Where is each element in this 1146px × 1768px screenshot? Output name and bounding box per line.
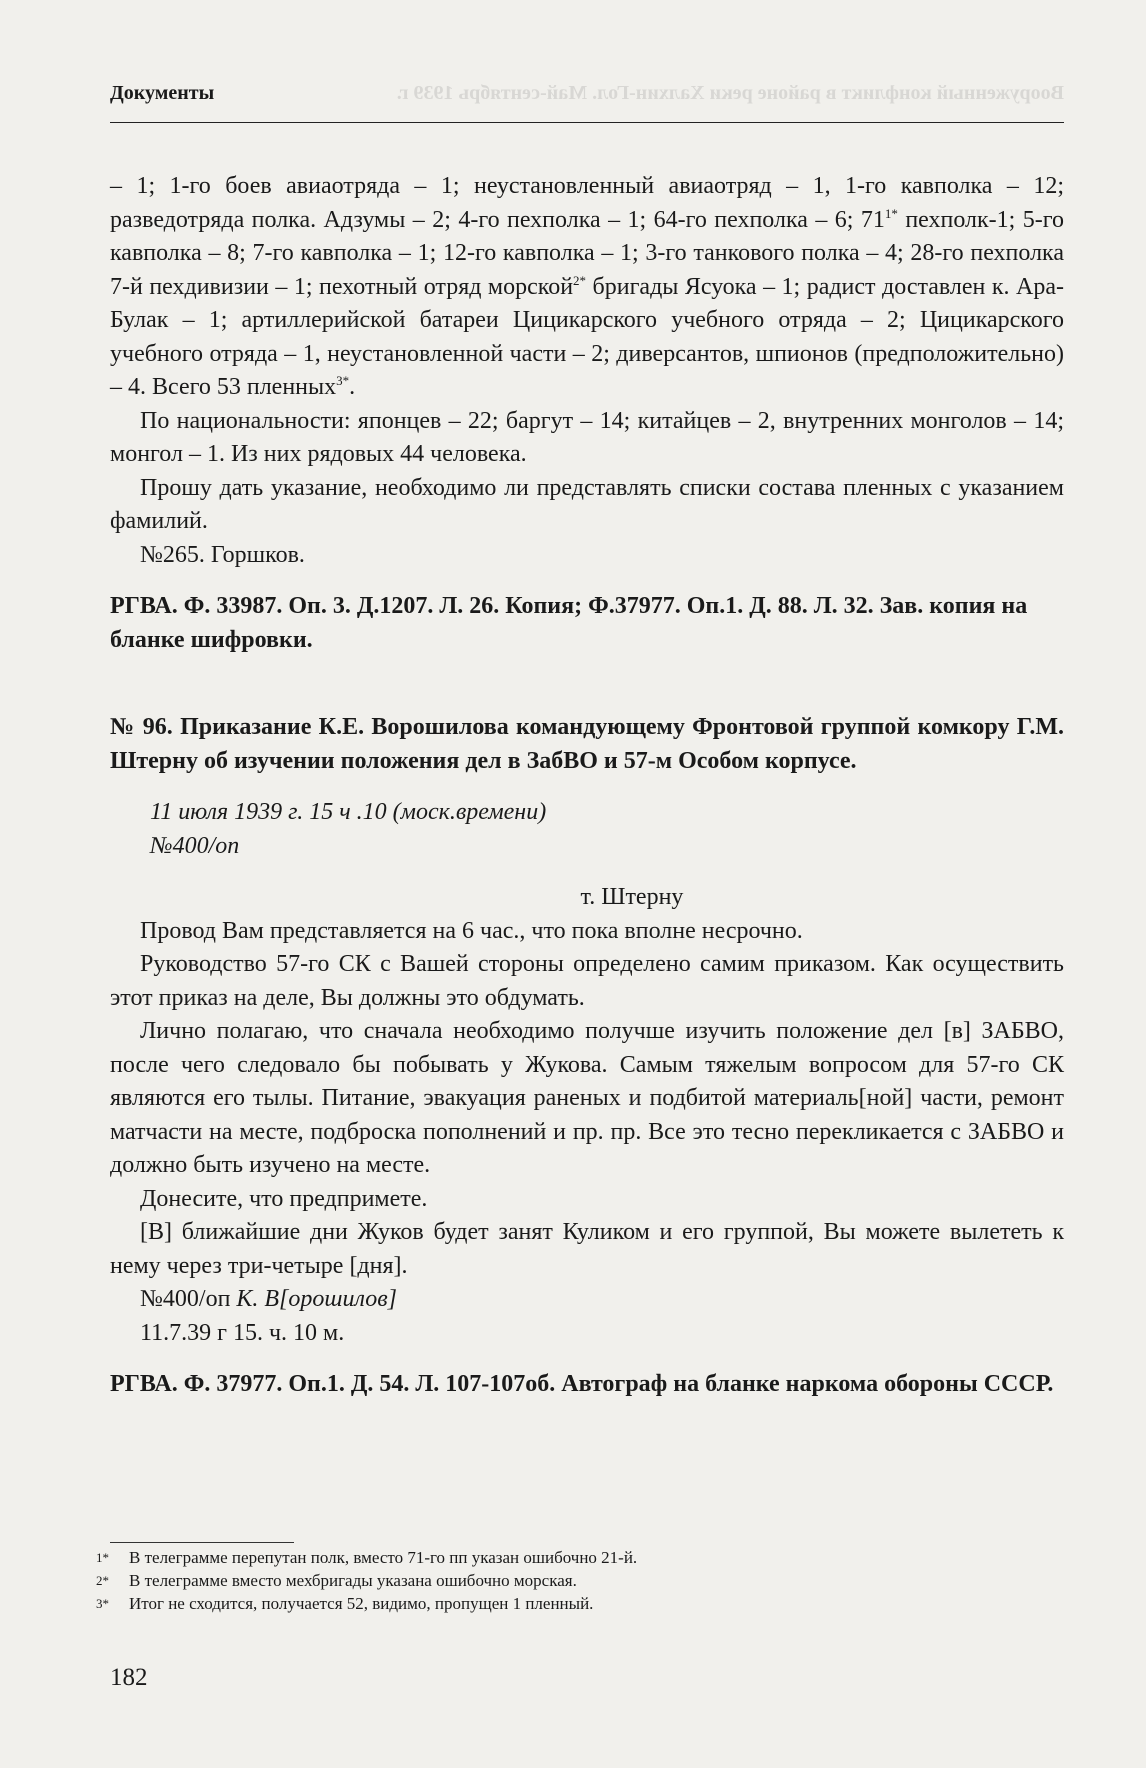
document-number: №400/оп xyxy=(150,832,240,859)
paragraph-zhukov: [В] ближайшие дни Жуков будет занят Куликом и его группой, Вы можете вылететь к нему через три-четыре [дня]. xyxy=(110,1219,1064,1279)
paragraph-opinion: Лично полагаю, что сначала необходимо получше изучить положение дел [в] ЗАБВО, после чего следовало бы побывать у Жукова. Самым тяжелым вопросом для 57-го СК являются его тылы. Питание, эвакуация раненых и подбитой материаль[ной] части, ремонт матчасти на месте, подброска пополнений и пр. пр. Все это тесно перекликается с ЗАБВО и должно быть изучено на месте. xyxy=(110,1018,1064,1178)
signature-time: 11.7.39 г 15. ч. 10 м. xyxy=(140,1319,345,1346)
archive-source-1: РГВА. Ф. 33987. Оп. 3. Д.1207. Л. 26. Копия; Ф.37977. Оп.1. Д. 88. Л. 32. Зав. копия на бланке шифровки. xyxy=(110,593,1028,653)
paragraph-leadership: Руководство 57-го СК с Вашей стороны определено самим приказом. Как осуществить этот приказ на деле, Вы должны это обдумать. xyxy=(110,951,1064,1011)
signature-line: №400/оп К. В[орошилов] xyxy=(140,1286,397,1312)
document-date: 11 июля 1939 г. 15 ч .10 (моск.времени) xyxy=(150,799,547,825)
addressee: т. Штерну xyxy=(580,884,684,910)
paragraph-wire: Провод Вам представляется на 6 час., что пока вполне несрочно. xyxy=(140,917,803,944)
archive-source-2: РГВА. Ф. 37977. Оп.1. Д. 54. Л. 107-107об. Автограф на бланке наркома обороны СССР. xyxy=(110,1371,1054,1397)
document-heading-96: № 96. Приказание К.Е. Ворошилова командующему Фронтовой группой комкору Г.М. Штерну об изучении положения дел в ЗабВО и 57-м Особом корпусе. xyxy=(110,714,1064,774)
footnote-2: 2* В телеграмме вместо мехбригады указана ошибочно морская. xyxy=(96,1571,577,1590)
footnote-ref-2[interactable]: 2* xyxy=(573,272,587,288)
paragraph-request: Прошу дать указание, необходимо ли представлять списки состава пленных с указанием фамилий. xyxy=(110,474,1064,534)
page-number: 182 xyxy=(110,1664,148,1691)
paragraph-signature-265: №265. Горшков. xyxy=(140,541,305,568)
header-section: Документы xyxy=(110,82,215,104)
running-header xyxy=(110,82,1064,105)
footnotes xyxy=(96,1546,1056,1615)
header-running-title: Вооруженный конфликт в районе реки Халхин-Гол. Май-сентябрь 1939 г. xyxy=(396,82,1064,104)
paragraph-nationality: По национальности: японцев – 22; баргут – 14; китайцев – 2, внутренних монголов – 14; монгол – 1. Из них рядовых 44 человека. xyxy=(110,407,1064,467)
footnote-ref-3[interactable]: 3* xyxy=(336,373,350,388)
paragraph-report-back: Донесите, что предпримете. xyxy=(140,1185,428,1212)
paragraph-prisoners-list: – 1; 1-го боев авиаотряда – 1; неустановленный авиаотряд – 1, 1-го кавполка – 12; разведотряда полка. Адзумы – 2; 4-го пехполка – 1; 64-го пехполка – 6; $71^{1*}$ пехполк-1; 5-го кавполка – 8; 7-го кавполка – 1; 12-го кавполка – 1; 3-го танкового полка – 4; 28-го пехполка 7-й пехдивизии – 1; пехотный отряд морской$^{2*}$ бригады Ясуока – 1; радист доставлен к. Ара-Булак – 1; артиллерийской батареи Цицикарского учебного отряда – 2; Цицикарского учебного отряда – 1, неустановленной части – 2; диверсантов, шпионов (предположительно) – 4. Всего 53 пленных$^{3*}$. xyxy=(110,173,1064,400)
footnote-1: 1* В телеграмме перепутан полк, вместо 71-го пп указан ошибочно 21-й. xyxy=(96,1548,638,1567)
document-body xyxy=(110,170,1064,1402)
footnote-rule xyxy=(110,1542,294,1543)
header-rule xyxy=(110,122,1064,123)
footnote-ref-1[interactable]: 1* xyxy=(884,205,898,221)
footnote-3: 3* Итог не сходится, получается 52, видимо, пропущен 1 пленный. xyxy=(96,1594,594,1613)
